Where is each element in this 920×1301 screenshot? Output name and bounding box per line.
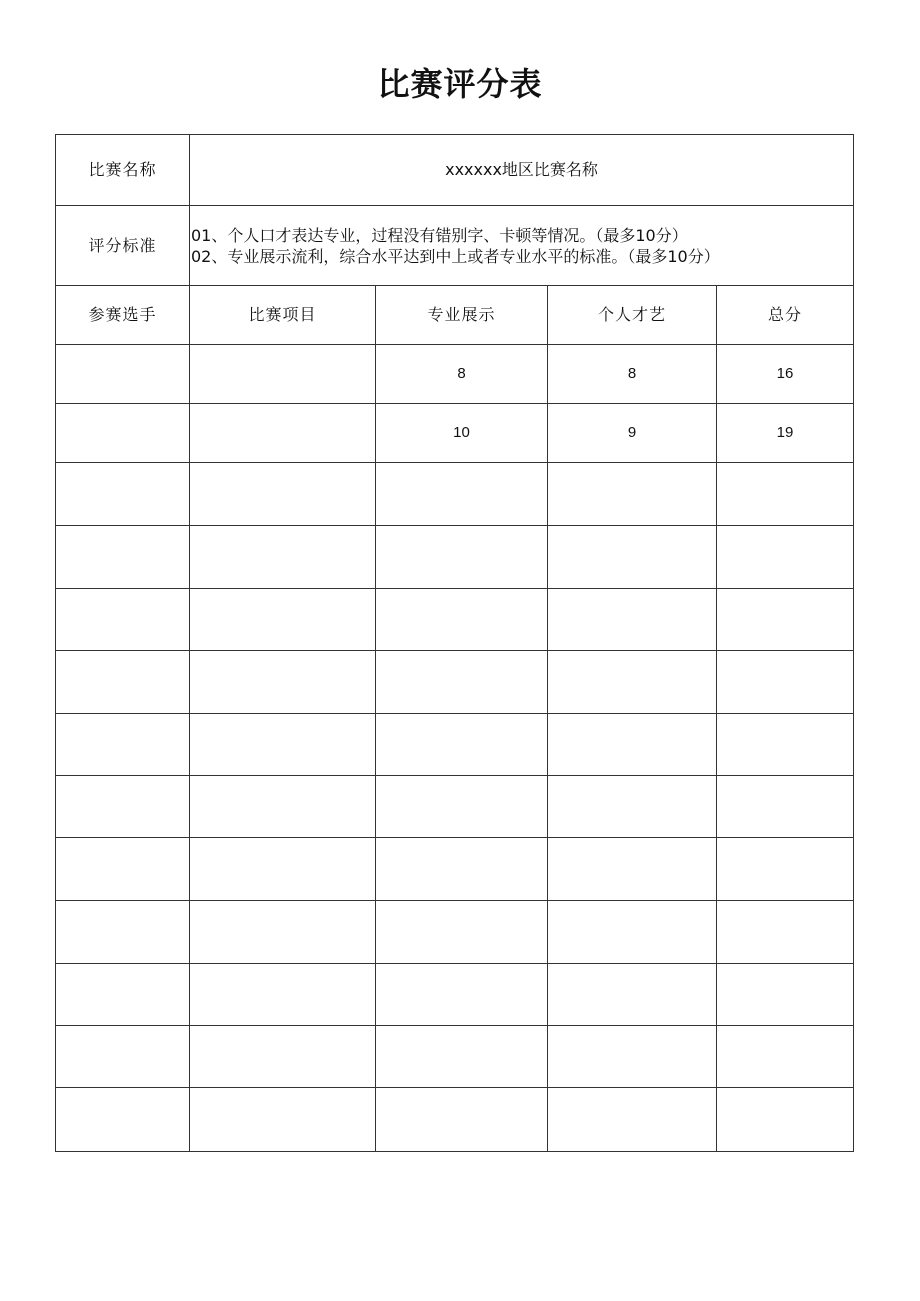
personal-talent-cell[interactable]: [548, 964, 717, 1026]
professional-display-cell[interactable]: [376, 463, 548, 526]
event-cell[interactable]: [190, 1088, 376, 1152]
event-cell[interactable]: [190, 589, 376, 651]
total-score-cell[interactable]: 16: [717, 345, 854, 404]
event-cell[interactable]: [190, 463, 376, 526]
column-header-event: 比赛项目: [190, 286, 376, 345]
event-cell[interactable]: [190, 838, 376, 901]
criteria-row: [56, 206, 854, 286]
event-cell[interactable]: [190, 404, 376, 463]
score-table: [55, 134, 854, 1152]
contestant-cell[interactable]: [56, 345, 190, 404]
total-score-cell[interactable]: [717, 526, 854, 589]
total-score-cell[interactable]: [717, 964, 854, 1026]
total-score-cell[interactable]: [717, 589, 854, 651]
competition-row: [56, 135, 854, 206]
event-cell[interactable]: [190, 964, 376, 1026]
contestant-cell[interactable]: [56, 1026, 190, 1088]
professional-display-cell[interactable]: [376, 1088, 548, 1152]
table-row: [56, 345, 854, 404]
competition-name-label: 比赛名称: [56, 135, 190, 206]
total-score-cell[interactable]: [717, 1026, 854, 1088]
professional-display-cell[interactable]: [376, 776, 548, 838]
table-row: [56, 463, 854, 526]
contestant-cell[interactable]: [56, 589, 190, 651]
table-row: [56, 526, 854, 589]
page-title: 比赛评分表: [377, 65, 543, 103]
table-row: [56, 1026, 854, 1088]
personal-talent-cell[interactable]: [548, 776, 717, 838]
total-score-cell[interactable]: [717, 651, 854, 714]
column-header-professional-display: 专业展示: [376, 286, 548, 345]
criteria-line-1: 01、个人口才表达专业，过程没有错别字、卡顿等情况。（最多10分）: [191, 225, 688, 245]
event-cell[interactable]: [190, 1026, 376, 1088]
personal-talent-cell[interactable]: 9: [548, 404, 717, 463]
competition-name-value[interactable]: [190, 135, 854, 206]
professional-display-cell[interactable]: [376, 526, 548, 589]
personal-talent-cell[interactable]: [548, 1088, 717, 1152]
column-header-contestant: 参赛选手: [56, 286, 190, 345]
criteria-label: 评分标准: [56, 206, 190, 286]
contestant-cell[interactable]: [56, 776, 190, 838]
contestant-cell[interactable]: [56, 526, 190, 589]
event-cell[interactable]: [190, 776, 376, 838]
professional-display-cell[interactable]: [376, 651, 548, 714]
criteria-line-2: 02、专业展示流利，综合水平达到中上或者专业水平的标准。（最多10分）: [191, 246, 720, 266]
table-row: [56, 964, 854, 1026]
professional-display-cell[interactable]: [376, 964, 548, 1026]
table-row: [56, 404, 854, 463]
column-header-row: [56, 286, 854, 345]
personal-talent-cell[interactable]: [548, 714, 717, 776]
professional-display-cell[interactable]: [376, 838, 548, 901]
contestant-cell[interactable]: [56, 1088, 190, 1152]
competition-name-text: xxxxxx地区比赛名称: [445, 160, 598, 179]
contestant-cell[interactable]: [56, 463, 190, 526]
contestant-cell[interactable]: [56, 404, 190, 463]
contestant-cell[interactable]: [56, 901, 190, 964]
event-cell[interactable]: [190, 714, 376, 776]
personal-talent-cell[interactable]: [548, 838, 717, 901]
personal-talent-cell[interactable]: [548, 589, 717, 651]
event-cell[interactable]: [190, 901, 376, 964]
professional-display-cell[interactable]: 10: [376, 404, 548, 463]
personal-talent-cell[interactable]: [548, 1026, 717, 1088]
event-cell[interactable]: [190, 526, 376, 589]
professional-display-cell[interactable]: [376, 901, 548, 964]
table-row: [56, 589, 854, 651]
personal-talent-cell[interactable]: [548, 526, 717, 589]
table-row: [56, 714, 854, 776]
personal-talent-cell[interactable]: [548, 901, 717, 964]
event-cell[interactable]: [190, 651, 376, 714]
contestant-cell[interactable]: [56, 838, 190, 901]
column-header-total-score: 总分: [717, 286, 854, 345]
professional-display-cell[interactable]: [376, 589, 548, 651]
table-row: [56, 776, 854, 838]
column-header-personal-talent: 个人才艺: [548, 286, 717, 345]
total-score-cell[interactable]: [717, 776, 854, 838]
table-row: [56, 901, 854, 964]
personal-talent-cell[interactable]: [548, 651, 717, 714]
personal-talent-cell[interactable]: 8: [548, 345, 717, 404]
table-row: [56, 1088, 854, 1152]
criteria-text[interactable]: [190, 206, 854, 286]
contestant-cell[interactable]: [56, 964, 190, 1026]
professional-display-cell[interactable]: [376, 714, 548, 776]
table-row: [56, 838, 854, 901]
score-rows: [56, 345, 854, 1152]
total-score-cell[interactable]: [717, 901, 854, 964]
event-cell[interactable]: [190, 345, 376, 404]
total-score-cell[interactable]: [717, 714, 854, 776]
total-score-cell[interactable]: [717, 463, 854, 526]
contestant-cell[interactable]: [56, 651, 190, 714]
personal-talent-cell[interactable]: [548, 463, 717, 526]
professional-display-cell[interactable]: [376, 1026, 548, 1088]
total-score-cell[interactable]: [717, 1088, 854, 1152]
table-row: [56, 651, 854, 714]
total-score-cell[interactable]: [717, 838, 854, 901]
professional-display-cell[interactable]: 8: [376, 345, 548, 404]
contestant-cell[interactable]: [56, 714, 190, 776]
total-score-cell[interactable]: 19: [717, 404, 854, 463]
